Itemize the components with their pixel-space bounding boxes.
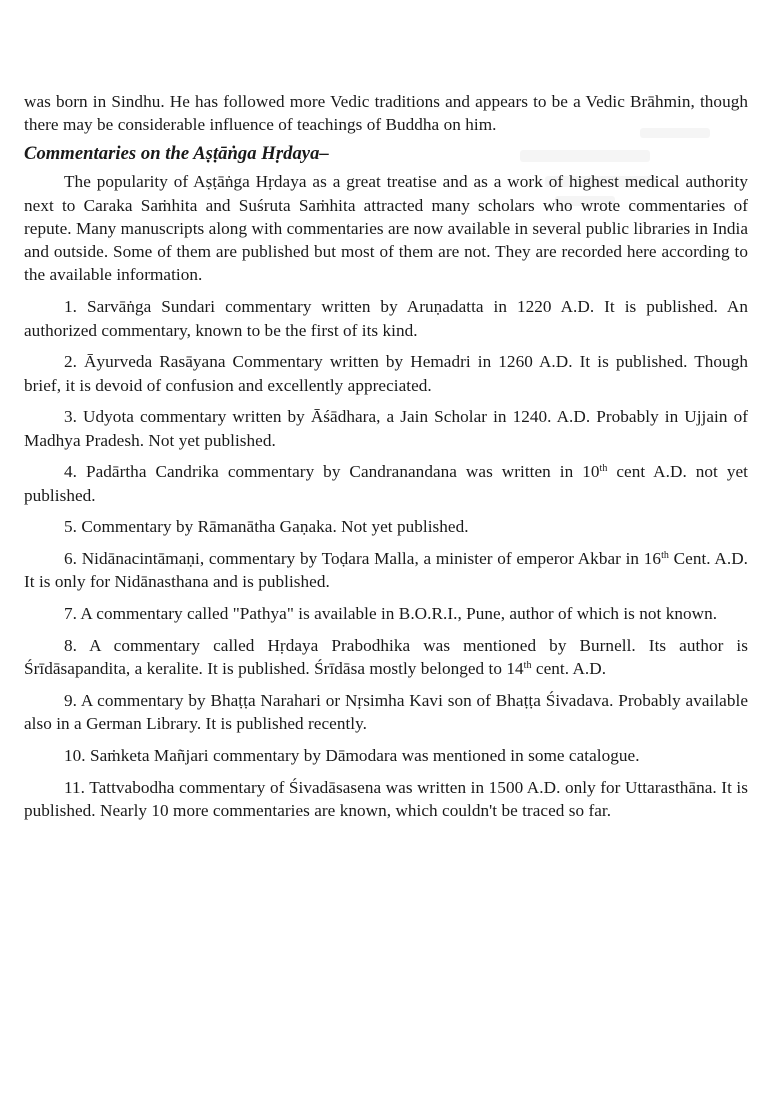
ordinal-suffix: th: [661, 550, 669, 562]
list-item: [24, 689, 748, 735]
list-item: [24, 405, 748, 451]
list-item: [24, 460, 748, 506]
list-item: [24, 744, 748, 767]
commentaries-list: [24, 295, 748, 822]
item-number: 6.: [64, 549, 77, 569]
item-text: A commentary called Hṛdaya Prabodhika was mentioned by Burnell. Its author is Śrīdāsapandita, a keralite. It is published. Śrīdāsa mostly belonged to 14: [24, 636, 748, 679]
list-item: [24, 515, 748, 538]
item-text: Padārtha Candrika commentary by Candranandana was written in 10: [85, 462, 600, 482]
item-text: Nidānacintāmaṇi, commentary by Toḍara Malla, a minister of emperor Akbar in 16: [81, 549, 662, 569]
item-number: 11.: [64, 777, 85, 797]
ordinal-suffix: th: [523, 660, 532, 672]
item-text-continued: cent A.D. not yet published.: [24, 462, 748, 505]
item-text: A commentary by Bhaṭṭa Narahari or Nṛsimha Kavi son of Bhaṭṭa Śivadava. Probably available also in a German Library. It is published recently.: [24, 691, 748, 734]
list-item: [24, 295, 748, 341]
item-number: 4.: [64, 462, 77, 482]
item-text: Saṁketa Mañjari commentary by Dāmodara was mentioned in some catalogue.: [90, 746, 640, 766]
ordinal-suffix: th: [599, 463, 608, 475]
item-text-continued: Cent. A.D. It is only for Nidānasthana and is published.: [24, 549, 749, 592]
intro-paragraph: The popularity of Aṣṭāṅga Hṛdaya as a great treatise and as a work of highest medical authority next to Caraka Saṁhita and Suśruta Saṁhita attracted many scholars who wrote commentaries of repute. Many manuscripts along with commentaries are now available in several public libraries in India and outside. Some of them are published but most of them are not. They are recorded here according to the available information.: [24, 172, 748, 285]
item-text: A commentary called "Pathya" is available in B.O.R.I., Pune, author of which is not known.: [80, 604, 718, 624]
item-number: 10.: [64, 746, 86, 766]
list-item: [24, 776, 748, 822]
item-text: Āyurveda Rasāyana Commentary written by Hemadri in 1260 A.D. It is published. Though brief, it is devoid of confusion and excellently appreciated.: [24, 352, 748, 395]
item-number: 8.: [64, 636, 77, 656]
item-number: 5.: [64, 517, 77, 537]
item-text: Sarvāṅga Sundari commentary written by Aruṇadatta in 1220 A.D. It is published. An authorized commentary, known to be the first of its kind.: [24, 297, 748, 340]
item-number: 2.: [64, 352, 77, 372]
item-number: 9.: [64, 691, 77, 711]
item-number: 3.: [64, 407, 77, 427]
section-heading: Commentaries on the Aṣṭāṅga Hṛdaya–: [24, 143, 329, 165]
item-text: Commentary by Rāmanātha Gaṇaka. Not yet published.: [81, 517, 469, 537]
list-item: [24, 547, 748, 593]
item-number: 1.: [64, 297, 77, 317]
list-item: [24, 350, 748, 396]
item-text: Tattvabodha commentary of Śivadāsasena was written in 1500 A.D. only for Uttarasthāna. It is published. Nearly 10 more commentaries are known, which couldn't be traced so far.: [24, 777, 748, 821]
item-number: 7.: [64, 604, 77, 624]
opening-paragraph: was born in Sindhu. He has followed more Vedic traditions and appears to be a Vedic Brāhmin, though there may be considerable influence of teachings of Buddha on him.: [24, 92, 748, 135]
item-text: Udyota commentary written by Āśādhara, a Jain Scholar in 1240. A.D. Probably in Ujjain of Madhya Pradesh. Not yet published.: [24, 407, 748, 450]
list-item: [24, 602, 748, 625]
document-page: [24, 90, 748, 831]
list-item: [24, 634, 748, 680]
item-text-continued: cent. A.D.: [531, 659, 607, 679]
